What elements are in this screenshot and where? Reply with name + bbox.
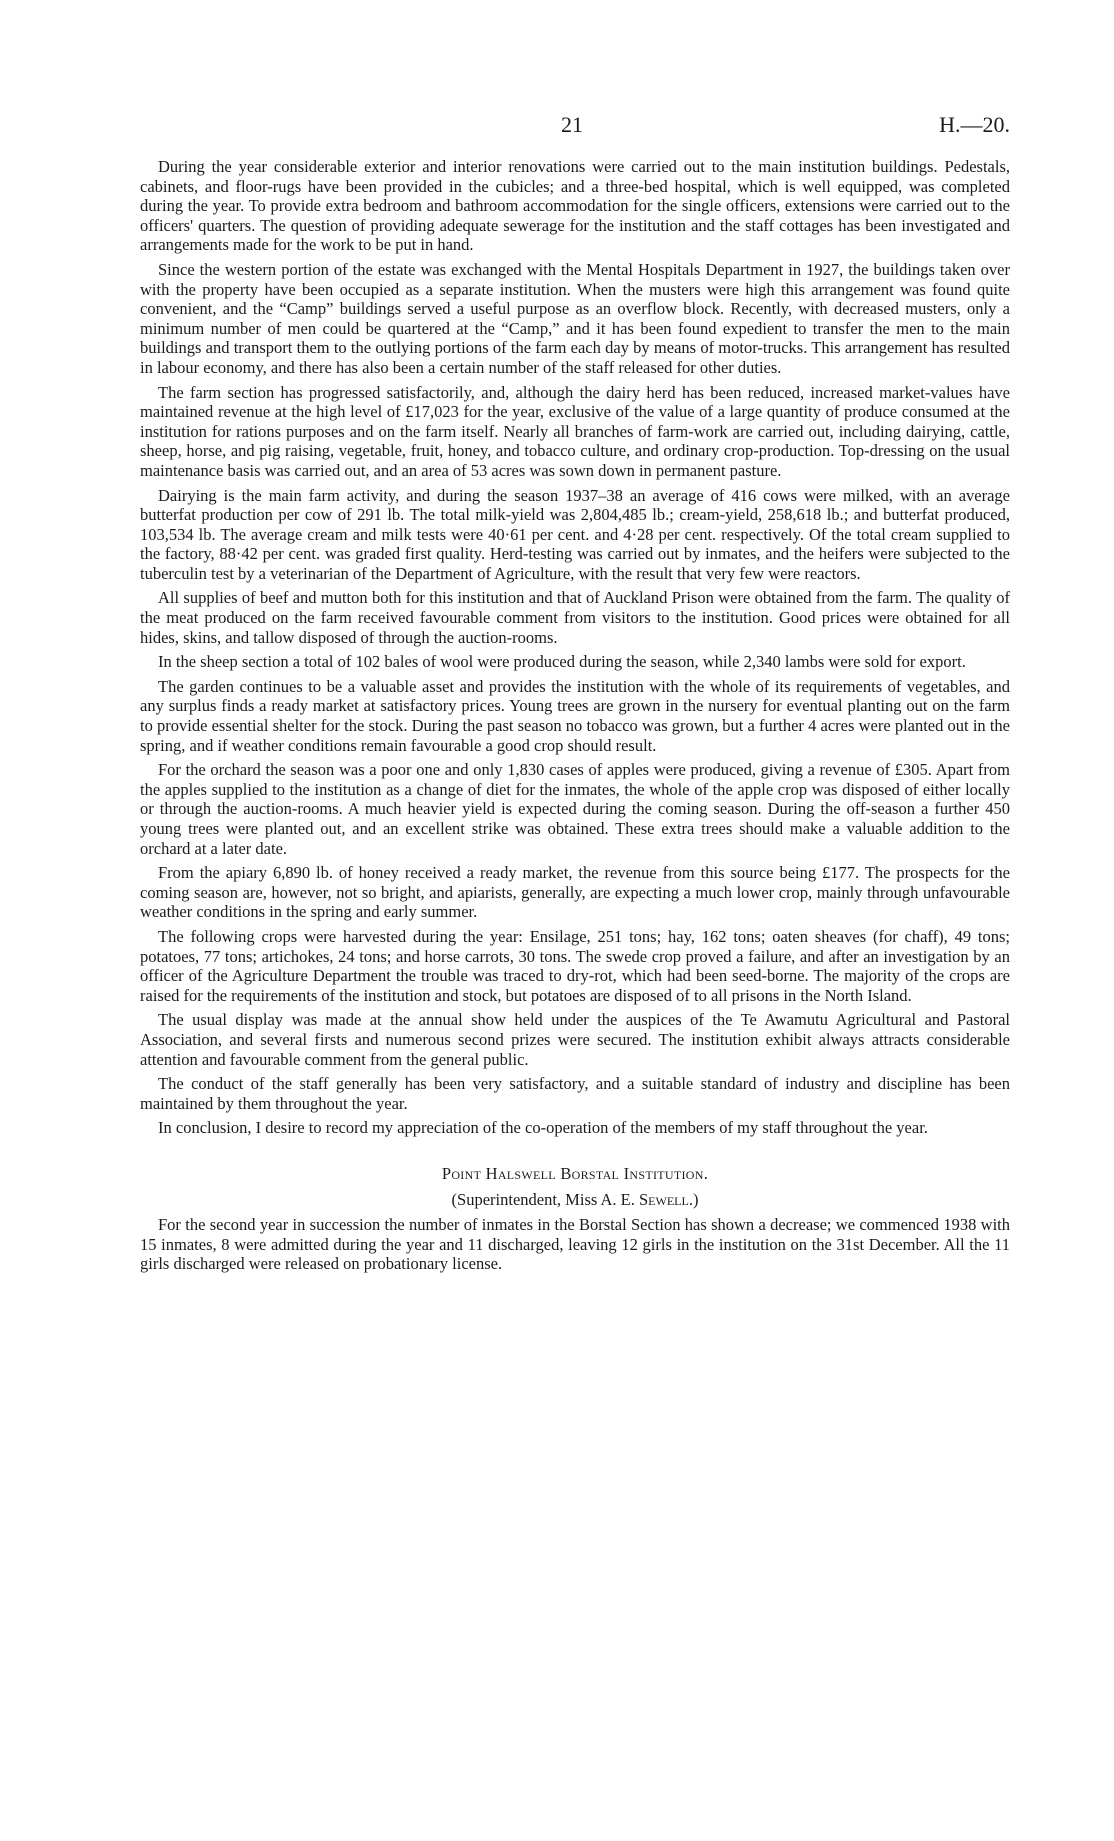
paragraph-staff-conduct: The conduct of the staff generally has been very satisfactory, and a suitable standard of industry and discipline has been maintained by them throughout the year. — [140, 1074, 1010, 1113]
paragraph-farm-section: The farm section has progressed satisfactorily, and, although the dairy herd has been reduced, increased market-values have maintained revenue at the high level of £17,023 for the year, exclusive of the value of a large quantity of produce consumed at the institution for rations purposes and on the farm itself. Nearly all branches of farm-work are carried out, including dairying, cattle, sheep, horse, and pig raising, vegetable, fruit, honey, and tobacco culture, and ordinary crop-production. Top-dressing on the usual maintenance basis was carried out, and an area of 53 acres was sown down in permanent pasture. — [140, 382, 1010, 480]
page-number: 21 — [561, 112, 583, 137]
section-heading: Point Halswell Borstal Institution. — [441, 1163, 709, 1183]
paragraph-camp-buildings: Since the western portion of the estate was exchanged with the Mental Hospitals Department in 1927, the buildings taken over with the property have been occupied as a separate institution. When the musters were high this arrangement was found quite convenient, and the “Camp” buildings served a useful purpose as an overflow block. Recently, with decreased musters, only a minimum number of men could be quartered at the “Camp,” and it has been found expedient to transfer the men to the main buildings and transport them to the outlying portions of the farm each day by means of motor-trucks. This arrangement has resulted in labour economy, and there has also been a certain number of the staff released for other duties. — [140, 259, 1010, 377]
paragraph-orchard: For the orchard the season was a poor one and only 1,830 cases of apples were produced, giving a revenue of £305. Apart from the apples supplied to the institution as a change of diet for the inmates, the whole of the apple crop was disposed of either locally or through the auction-rooms. A much heavier yield is expected during the coming season. During the off-season a further 450 young trees were planted out, and an excellent strike was obtained. These extra trees should make a valuable addition to the orchard at a later date. — [140, 760, 1010, 858]
superintendent-name: Sewell — [639, 1189, 689, 1209]
section-superintendent — [140, 1190, 1010, 1210]
paragraph-garden: The garden continues to be a valuable asset and provides the institution with the whole of its requirements of vegetables, and any surplus finds a ready market at satisfactory prices. Young trees are grown in the nursery for eventual planting out on the farm to provide essential shelter for the stock. During the past season no tobacco was grown, but a further 4 acres were planted out in the spring, and if weather conditions remain favourable a good crop should result. — [140, 676, 1010, 755]
paragraph-apiary: From the apiary 6,890 lb. of honey received a ready market, the revenue from this source being £177. The prospects for the coming season are, however, not so bright, and apiarists, generally, are expecting a much lower crop, mainly through unfavourable weather conditions in the spring and early summer. — [140, 863, 1010, 922]
report-body — [140, 157, 1010, 1279]
superintendent-prefix: (Superintendent, Miss A. E. — [451, 1189, 639, 1209]
paragraph-renovations: During the year considerable exterior and interior renovations were carried out to the main institution buildings. Pedestals, cabinets, and floor-rugs have been provided in the cubicles; and a three-bed hospital, which is well equipped, was completed during the year. To provide extra bedroom and bathroom accommodation for the single officers, extensions were carried out to the officers' quarters. The question of providing adequate sewerage for the institution and the staff cottages has been investigated and arrangements made for the work to be put in hand. — [140, 157, 1010, 255]
paragraph-show-display: The usual display was made at the annual show held under the auspices of the Te Awamutu Agricultural and Pastoral Association, and several firsts and numerous second prizes were secured. The institution exhibit always attracts considerable attention and favourable comment from the general public. — [140, 1010, 1010, 1069]
paragraph-beef-mutton: All supplies of beef and mutton both for this institution and that of Auckland Prison were obtained from the farm. The quality of the meat produced on the farm received favourable comment from visitors to the institution. Good prices were obtained for all hides, skins, and tallow disposed of through the auction-rooms. — [140, 588, 1010, 647]
superintendent-suffix: .) — [688, 1189, 699, 1209]
paragraph-borstal-inmates: For the second year in succession the number of inmates in the Borstal Section has shown a decrease; we commenced 1938 with 15 inmates, 8 were admitted during the year and 11 discharged, leaving 12 girls in the institution on the 31st December. All the 11 girls discharged were released on probationary license. — [140, 1215, 1010, 1274]
paragraph-crops: The following crops were harvested during the year: Ensilage, 251 tons; hay, 162 tons; oaten sheaves (for chaff), 49 tons; potatoes, 77 tons; artichokes, 24 tons; and horse carrots, 30 tons. The swede crop proved a failure, and after an investigation by an officer of the Agriculture Department the trouble was traced to dry-rot, which had been seed-borne. The majority of the crops are raised for the requirements of the institution and stock, but potatoes are disposed of to all prisons in the North Island. — [140, 926, 1010, 1005]
paragraph-conclusion: In conclusion, I desire to record my appreciation of the co-operation of the members of my staff throughout the year. — [158, 1118, 928, 1138]
page-header — [140, 110, 1010, 140]
paragraph-dairying: Dairying is the main farm activity, and during the season 1937–38 an average of 416 cows were milked, with an average butterfat production per cow of 291 lb. The total milk-yield was 2,804,485 lb.; cream-yield, 258,618 lb.; and butterfat produced, 103,534 lb. The average cream and milk tests were 40·61 per cent. and 4·28 per cent. respectively. Of the total cream supplied to the factory, 88·42 per cent. was graded first quality. Herd-testing was carried out by inmates, and the heifers were subjected to the tuberculin test by a veterinarian of the Department of Agriculture, with the result that very few were reactors. — [140, 485, 1010, 583]
paragraph-sheep: In the sheep section a total of 102 bales of wool were produced during the season, while 2,340 lambs were sold for export. — [158, 652, 966, 672]
document-reference: H.—20. — [939, 112, 1010, 137]
